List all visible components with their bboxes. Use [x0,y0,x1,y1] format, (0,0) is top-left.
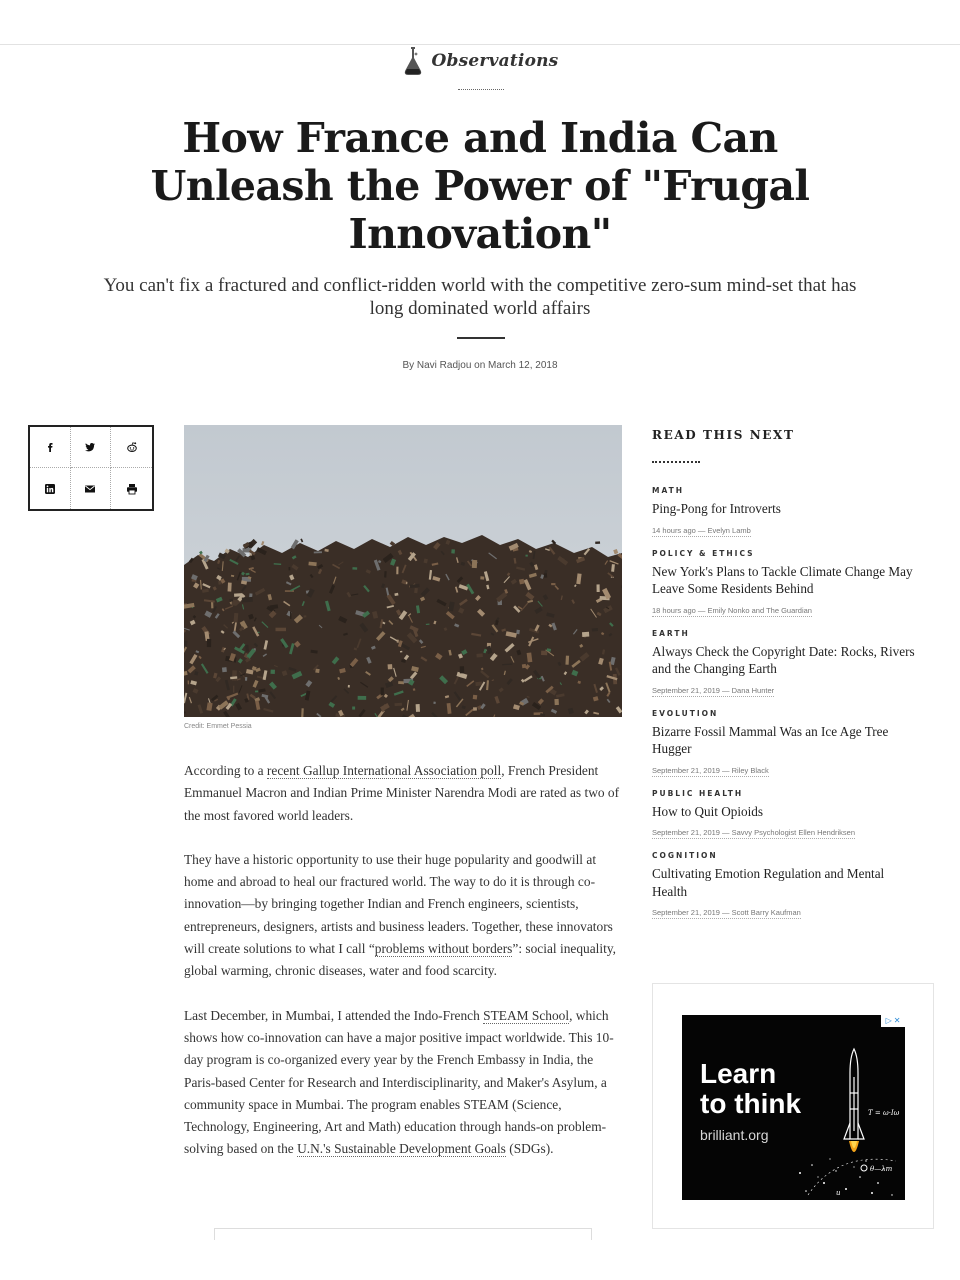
brilliant-ad[interactable] [682,1015,905,1200]
read-next-item [652,629,922,697]
ad-formula-3: u [836,1189,841,1197]
rocket-icon [788,1043,905,1200]
read-next-category[interactable]: EVOLUTION [652,708,719,718]
read-next-category[interactable]: POLICY & ETHICS [652,548,755,558]
twitter-icon [84,441,96,453]
share-twitter-button[interactable] [71,427,112,468]
read-next-link[interactable]: How to Quit Opioids [652,803,763,819]
section-name: Observations [431,51,559,71]
facebook-icon [44,441,56,453]
read-next-link[interactable]: New York's Plans to Tackle Climate Change May Leave Some Residents Behind [652,563,913,596]
paragraph-3: Last December, in Mumbai, I attended the Indo-French STEAM School, which shows how co-innovation can have a major positive impact worldwide. This 10-day program is co-organized every year by the French Embassy in India, the Paris-based Center for Research and Interdisciplinarity, and Maker's Asylum, a community space in Mumbai. The program enables STEAM (Science, Technology, Engineering, Art and Math) education through hands-on problem-solving based on the U.N.'s Sustainable Development Goals (SDGs). [184,1007,614,1157]
close-icon: ✕ [893,1016,901,1025]
read-next-item [652,486,922,537]
read-next-divider [652,461,700,463]
article-body [184,760,624,1183]
read-next-category[interactable]: PUBLIC HEALTH [652,788,744,798]
article-dek: You can't fix a fractured and conflict-ridden world with the competitive zero-sum mind-set that has long dominated world affairs [103,275,857,319]
read-next-list [652,486,922,931]
ad-headline: Learn to think [700,1058,802,1119]
share-email-button[interactable] [71,468,112,509]
read-next-meta: September 21, 2019 — Scott Barry Kaufman [652,908,801,917]
read-next-title: READ THIS NEXT [652,428,795,442]
share-reddit-button[interactable] [111,427,152,468]
read-next-meta: September 21, 2019 — Riley Black [652,765,769,775]
read-next-item [652,851,922,919]
hero-image [184,425,622,717]
flask-icon [402,45,424,77]
gallup-poll-link[interactable]: recent Gallup International Association poll [266,763,502,778]
adchoices-button[interactable] [881,1015,905,1027]
image-credit: Credit: Emmet Pessia [184,723,252,730]
byline: By Navi Radjou on March 12, 2018 [402,360,558,371]
read-next-meta: 18 hours ago — Emily Nonko and The Guardian [652,605,812,615]
read-next-item [652,549,922,617]
read-next-link[interactable]: Bizarre Fossil Mammal Was an Ice Age Tree Hugger [652,723,889,756]
read-next-link[interactable]: Always Check the Copyright Date: Rocks, Rivers and the Changing Earth [652,643,915,676]
linkedin-icon [44,483,56,495]
read-next-category[interactable]: EARTH [652,628,690,638]
adchoices-icon: ▷ [885,1016,892,1025]
read-next-meta: 14 hours ago — Evelyn Lamb [652,525,751,535]
share-linkedin-button[interactable] [30,468,71,509]
paragraph-2: They have a historic opportunity to use their huge popularity and goodwill at home and abroad to heal our fractured world. The way to do it is through co-innovation—by bringing together Indian and French engineers, scientists, entrepreneurs, designers, artists and business leaders. Together, these innovators will create solutions to what I call “problems without borders”: social inequality, global warming, chronic diseases, water and food scarcity. [184,851,616,979]
ad-url: brilliant.org [700,1127,769,1143]
problems-without-borders-link[interactable]: problems without borders [374,941,513,957]
reddit-icon [126,441,138,453]
read-next-meta: September 21, 2019 — Dana Hunter [652,685,775,695]
read-next-link[interactable]: Ping-Pong for Introverts [652,501,781,516]
dek-divider [457,337,505,339]
steam-school-link[interactable]: STEAM School [483,1007,570,1023]
read-next-item [652,789,922,840]
print-icon [126,483,138,495]
read-next-meta: September 21, 2019 — Savvy Psychologist Ellen Hendriksen [652,828,856,837]
embed-box [214,1228,592,1240]
ad-formula-2: θ—λm [870,1165,893,1173]
paragraph-1: According to a recent Gallup International Association poll, French President Emmanuel Macron and Indian Prime Minister Narendra Modi are rated as two of the most favored world leaders. [184,763,620,823]
sdg-link[interactable]: U.N.'s Sustainable Development Goals [297,1141,506,1157]
ad-formula-1: T = ω·Iω [868,1109,900,1117]
share-facebook-button[interactable] [30,427,71,468]
section-label[interactable] [0,44,960,78]
read-next-category[interactable]: COGNITION [652,851,718,860]
article-title: How France and India Can Unleash the Power of "Frugal Innovation" [150,114,810,258]
share-bar [28,425,154,511]
read-next-link[interactable]: Cultivating Emotion Regulation and Mental Health [652,866,885,899]
read-next-item [652,709,922,777]
section-divider [458,89,504,90]
share-print-button[interactable] [111,468,152,509]
email-icon [84,483,96,495]
read-next-category[interactable]: MATH [652,486,685,495]
